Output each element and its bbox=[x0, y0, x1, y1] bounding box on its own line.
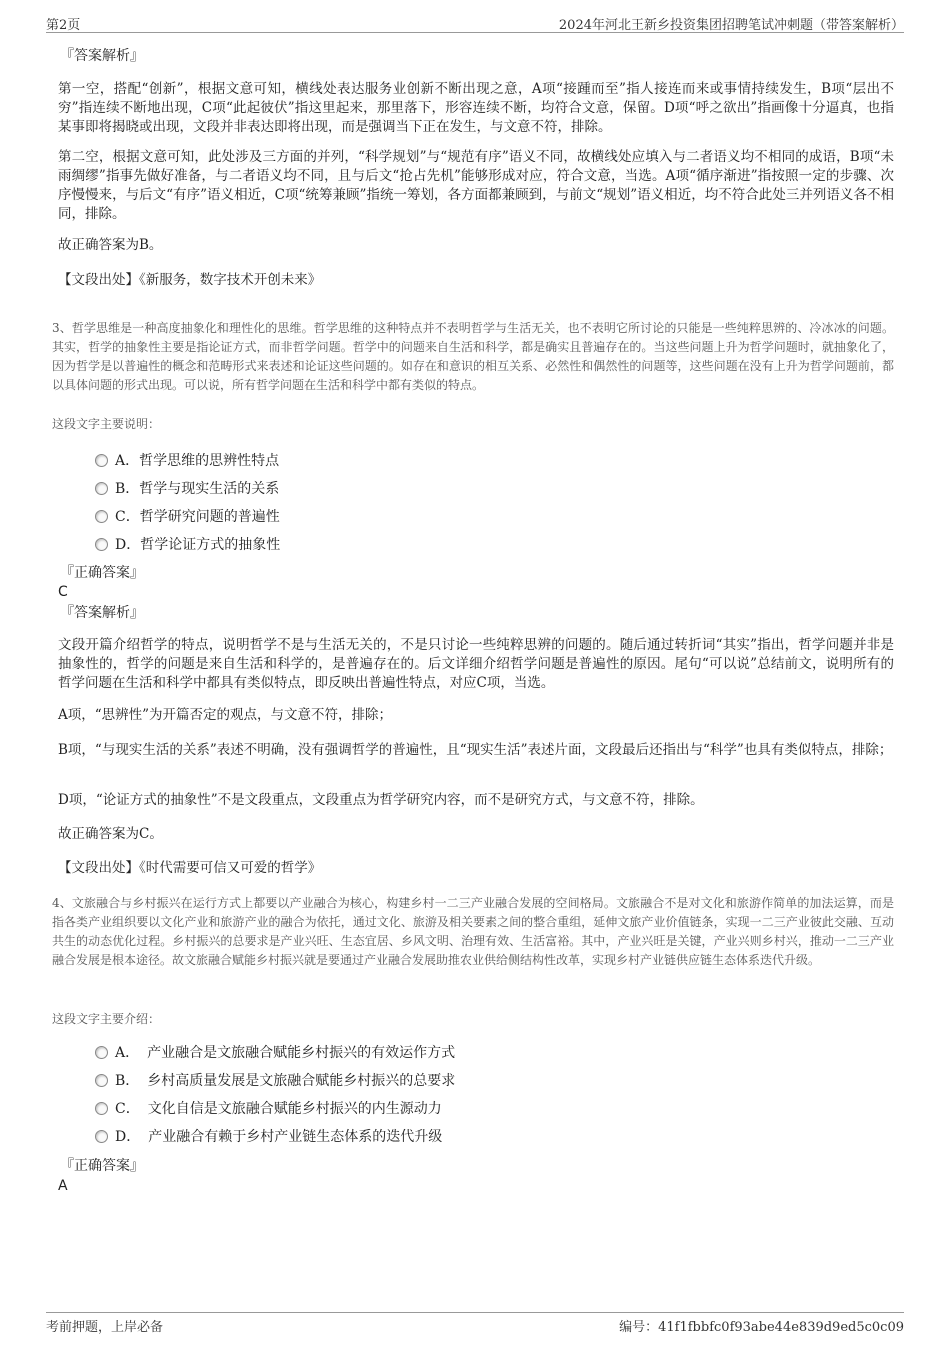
option-letter: C． bbox=[115, 509, 140, 525]
option-text: 哲学研究问题的普遍性 bbox=[139, 509, 280, 525]
answer-tag: 『正确答案』 bbox=[60, 1158, 144, 1174]
option-a[interactable] bbox=[95, 1043, 455, 1063]
passage-source: 【文段出处】《时代需要可信又可爱的哲学》 bbox=[58, 860, 322, 876]
option-letter: A． bbox=[115, 1045, 140, 1061]
analysis-paragraph: A项，“思辨性”为开篇否定的观点，与文意不符，排除； bbox=[58, 707, 393, 723]
option-letter: C． bbox=[115, 1101, 140, 1117]
option-letter: A． bbox=[115, 453, 140, 469]
analysis-paragraph: 第一空，搭配“创新”，根据文意可知，横线处表达服务业创新不断出现之意，A项“接踵而至”指人接连而来或事情持续发生，B项“层出不穷”指连续不断地出现，C项“此起彼伏”指这里起来，那里落下，形容连续不断，均符合文意，保留。D项“呼之欲出”指画像十分逼真，也指某事即将揭晓或出现，文段并非表达即将出现，而是强调当下正在发生，与文意不符，排除。 bbox=[58, 81, 894, 135]
question-prompt: 这段文字主要介绍： bbox=[52, 1012, 161, 1026]
radio-icon[interactable] bbox=[95, 482, 108, 495]
document-title: 2024年河北王新乡投资集团招聘笔试冲刺题（带答案解析） bbox=[558, 18, 904, 33]
analysis-paragraph: 第二空，根据文意可知，此处涉及三方面的并列，“科学规划”与“规范有序”语义不同，故横线处应填入与二者语义均不相同的成语，B项“未雨绸缪”指事先做好准备，与二者语义均不同，且与后文“抢占先机”能够形成对应，符合文意，当选。A项“循序渐进”指按照一定的步骤、次序慢慢来，与后文“有序”语义相近，C项“统筹兼顾”指统一筹划，各方面都兼顾到，与前文“规划”语义相近，均不符合此处三并列语义各不相同，排除。 bbox=[58, 149, 894, 222]
option-c[interactable] bbox=[95, 1099, 442, 1119]
option-b[interactable] bbox=[95, 1071, 455, 1091]
correct-answer: C bbox=[58, 584, 68, 600]
option-a[interactable] bbox=[95, 451, 279, 471]
option-b[interactable] bbox=[95, 479, 279, 499]
option-text: 哲学论证方式的抽象性 bbox=[140, 537, 281, 553]
option-letter: B． bbox=[115, 481, 140, 497]
radio-icon[interactable] bbox=[95, 1074, 108, 1087]
option-text: 产业融合是文旅融合赋能乡村振兴的有效运作方式 bbox=[147, 1045, 456, 1061]
page-number: 第2页 bbox=[46, 18, 81, 33]
option-d[interactable] bbox=[95, 535, 280, 555]
radio-icon[interactable] bbox=[95, 454, 108, 467]
analysis-tag: 『答案解析』 bbox=[60, 48, 144, 64]
option-text: 产业融合有赖于乡村产业链生态体系的迭代升级 bbox=[148, 1129, 443, 1145]
option-text: 哲学与现实生活的关系 bbox=[139, 481, 280, 497]
radio-icon[interactable] bbox=[95, 1130, 108, 1143]
analysis-tag: 『答案解析』 bbox=[60, 605, 144, 621]
footer-slogan: 考前押题，上岸必备 bbox=[46, 1320, 164, 1335]
option-d[interactable] bbox=[95, 1127, 442, 1147]
document-id: 编号：41f1fbbfc0f93abe44e839d9ed5c0c09 bbox=[619, 1320, 904, 1335]
analysis-conclusion: 故正确答案为C。 bbox=[58, 826, 163, 842]
question-passage: 4、文旅融合与乡村振兴在运行方式上都要以产业融合为核心，构建乡村一二三产业融合发展的空间格局。文旅融合不是对文化和旅游作简单的加法运算，而是指各类产业组织要以文化产业和旅游产业的融合为依托，通过文化、旅游及相关要素之间的整合重组，延伸文旅产业价值链条，实现一二三产业彼此交融、互动共生的动态优化过程。乡村振兴的总要求是产业兴旺、生态宜居、乡风文明、治理有效、生活富裕。其中，产业兴旺是关键，产业兴则乡村兴，推动一二三产业融合发展是根本途径。故文旅融合赋能乡村振兴就是要通过产业融合发展助推农业供给侧结构性改革，实现乡村产业链供应链生态体系迭代升级。 bbox=[52, 896, 894, 967]
page-footer bbox=[46, 1312, 904, 1333]
radio-icon[interactable] bbox=[95, 1102, 108, 1115]
question-passage: 3、哲学思维是一种高度抽象化和理性化的思维。哲学思维的这种特点并不表明哲学与生活无关，也不表明它所讨论的只能是一些纯粹思辨的、冷冰冰的问题。其实，哲学的抽象性主要是指论证方式，而非哲学问题。哲学中的问题来自生活和科学，都是确实且普遍存在的。当这些问题上升为哲学问题时，就抽象化了，因为哲学是以普遍性的概念和范畴形式来表述和论证这些问题的。如存在和意识的相互关系、必然性和偶然性的问题等，这些问题在没有上升为哲学问题前，都以具体问题的形式出现。可以说，所有哲学问题在生活和科学中都有类似的特点。 bbox=[52, 321, 894, 392]
option-text: 哲学思维的思辨性特点 bbox=[139, 453, 280, 469]
analysis-paragraph: B项，“与现实生活的关系”表述不明确，没有强调哲学的普遍性，且“现实生活”表述片面，文段最后还指出与“科学”也具有类似特点，排除； bbox=[58, 742, 893, 758]
question-prompt: 这段文字主要说明： bbox=[52, 417, 161, 431]
correct-answer: A bbox=[58, 1178, 68, 1194]
option-letter: B． bbox=[115, 1073, 140, 1089]
passage-source: 【文段出处】《新服务，数字技术开创未来》 bbox=[58, 272, 322, 288]
page-header bbox=[46, 14, 904, 33]
analysis-paragraph: 文段开篇介绍哲学的特点，说明哲学不是与生活无关的，不是只讨论一些纯粹思辨的问题的。随后通过转折词“其实”指出，哲学问题并非是抽象性的，哲学的问题是来自生活和科学的，是普遍存在的。后文详细介绍哲学问题是普遍性的原因。尾句“可以说”总结前文，说明所有的哲学问题在生活和科学中都具有类似特点，即反映出普遍性特点，对应C项，当选。 bbox=[58, 637, 894, 691]
option-letter: D． bbox=[115, 537, 141, 553]
analysis-paragraph: D项，“论证方式的抽象性”不是文段重点，文段重点为哲学研究内容，而不是研究方式，与文意不符，排除。 bbox=[58, 792, 704, 808]
option-letter: D． bbox=[115, 1129, 141, 1145]
answer-tag: 『正确答案』 bbox=[60, 565, 144, 581]
option-c[interactable] bbox=[95, 507, 280, 527]
option-text: 文化自信是文旅融合赋能乡村振兴的内生源动力 bbox=[147, 1101, 442, 1117]
option-text: 乡村高质量发展是文旅融合赋能乡村振兴的总要求 bbox=[147, 1073, 456, 1089]
analysis-conclusion: 故正确答案为B。 bbox=[58, 237, 163, 253]
radio-icon[interactable] bbox=[95, 510, 108, 523]
radio-icon[interactable] bbox=[95, 1046, 108, 1059]
radio-icon[interactable] bbox=[95, 538, 108, 551]
